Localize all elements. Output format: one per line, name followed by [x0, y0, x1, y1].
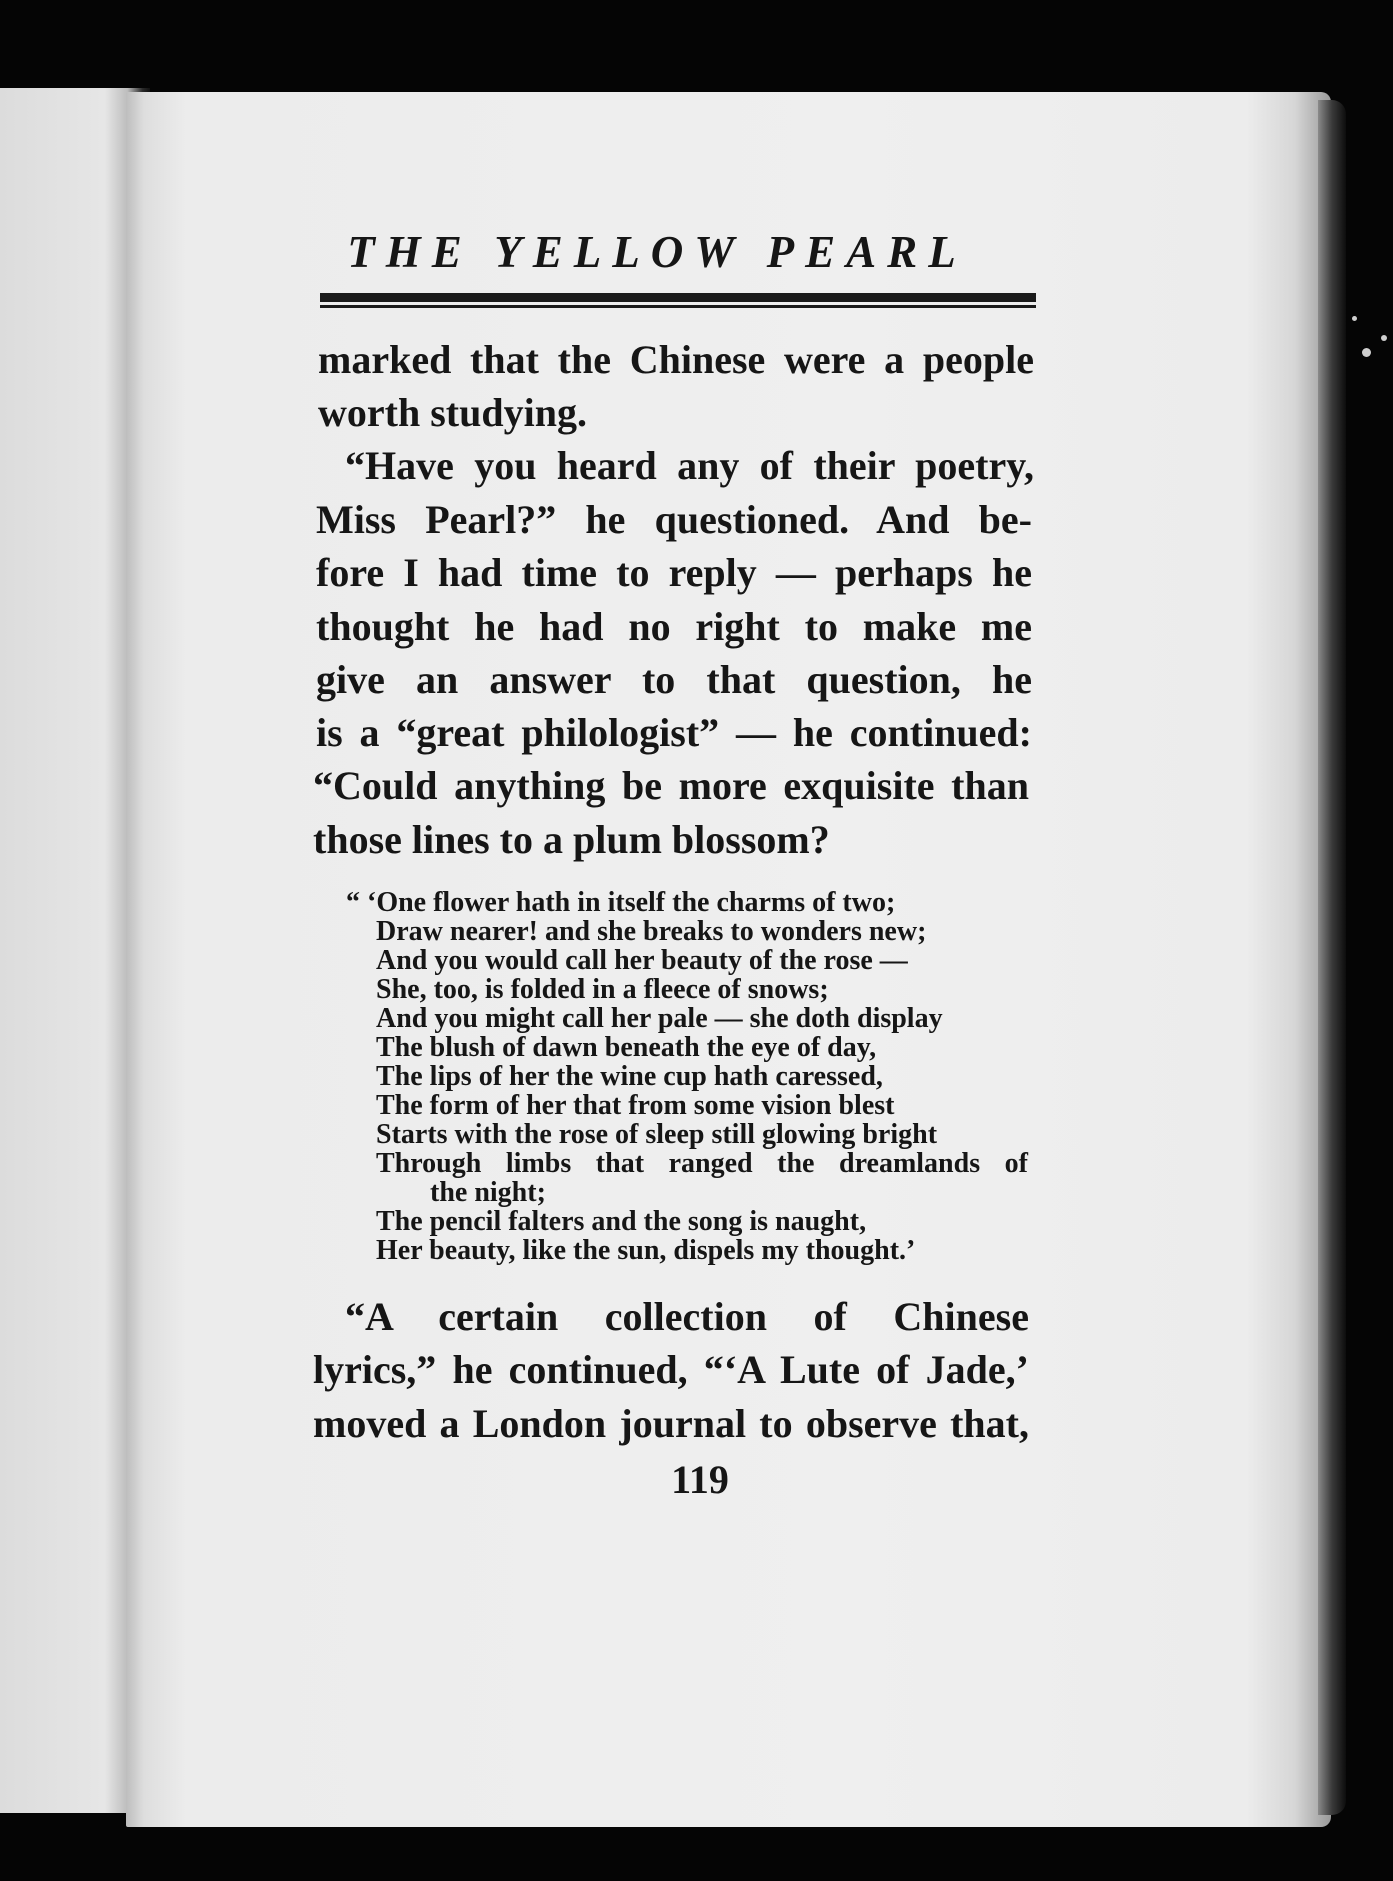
text-line: Miss Pearl?” he questioned. And be- [316, 497, 1032, 542]
poem-line: The lips of her the wine cup hath caressed, [376, 1061, 883, 1092]
text-line: “A certain collection of Chinese [345, 1294, 1029, 1339]
poem-line: She, too, is folded in a fleece of snows; [376, 974, 829, 1005]
running-head: THE YELLOW PEARL [347, 227, 967, 277]
poem-line: “ ‘One flower hath in itself the charms of two; [346, 887, 896, 918]
text-line: give an answer to that question, he [316, 657, 1032, 702]
poem-line: The pencil falters and the song is naught, [376, 1206, 867, 1237]
text-line: thought he had no right to make me [316, 604, 1032, 649]
poem-line: The blush of dawn beneath the eye of day, [376, 1032, 877, 1063]
text-line: marked that the Chinese were a people [318, 337, 1034, 382]
poem-line: Through limbs that ranged the dreamlands of [376, 1148, 1028, 1179]
poem-line: Her beauty, like the sun, dispels my thought.’ [376, 1235, 916, 1266]
text-line: fore I had time to reply — perhaps he [316, 550, 1032, 595]
text-line: those lines to a plum blossom? [313, 817, 830, 862]
text-line: moved a London journal to observe that, [313, 1401, 1029, 1446]
poem-line: the night; [430, 1177, 546, 1208]
text-line: “Have you heard any of their poetry, [345, 443, 1034, 488]
text-line: “Could anything be more exquisite than [313, 763, 1029, 808]
poem-line: The form of her that from some vision blest [376, 1090, 895, 1121]
header-rule-thick [320, 293, 1036, 302]
text-line: worth studying. [318, 390, 587, 435]
header-rule-thin [320, 305, 1036, 308]
text-line: lyrics,” he continued, “‘A Lute of Jade,’ [313, 1347, 1029, 1392]
poem-line: Draw nearer! and she breaks to wonders new; [376, 916, 927, 947]
poem-line: And you might call her pale — she doth display [376, 1003, 943, 1034]
page-number: 119 [671, 1457, 729, 1502]
poem-line: And you would call her beauty of the rose — [376, 945, 908, 976]
text-line: is a “great philologist” — he continued: [316, 710, 1032, 755]
poem-line: Starts with the rose of sleep still glowing bright [376, 1119, 938, 1150]
